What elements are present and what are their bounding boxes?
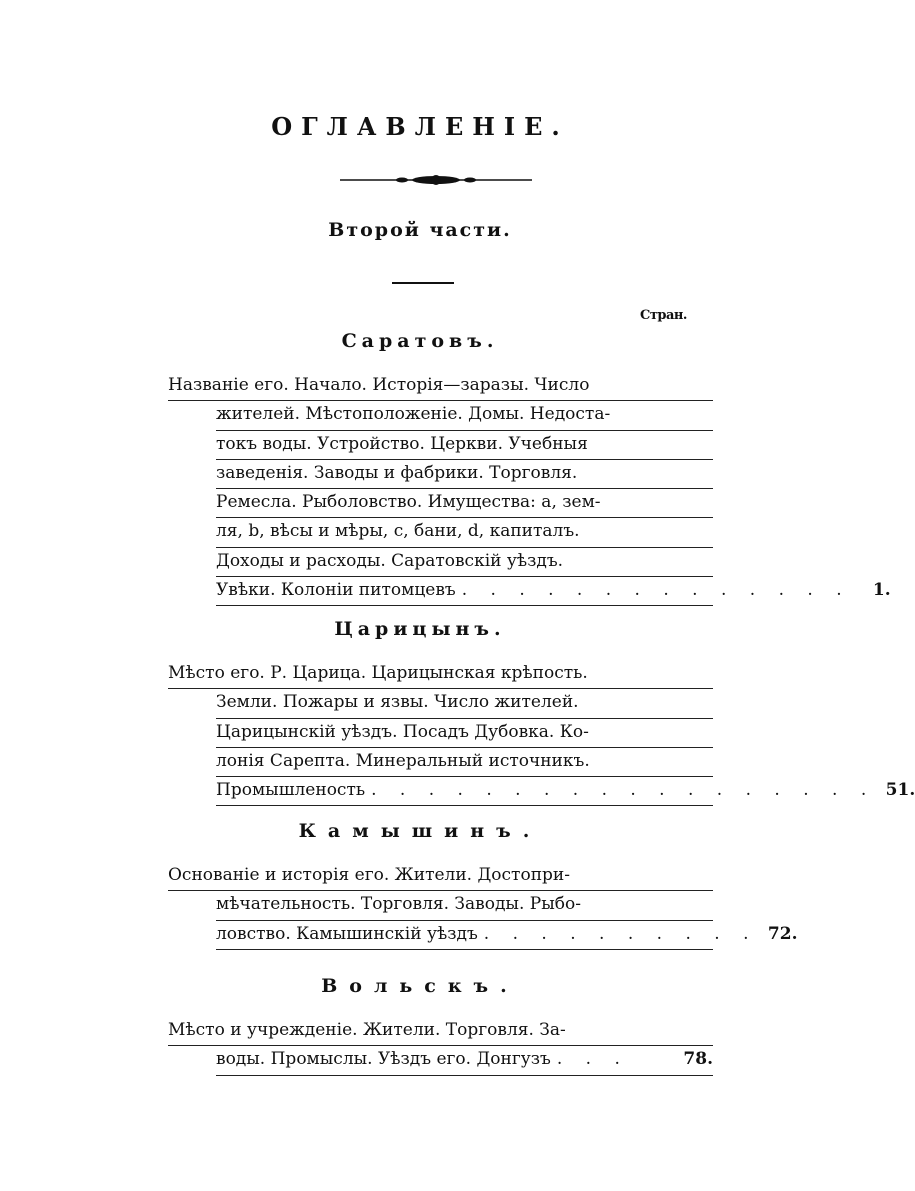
- page-column-label: Стран.: [640, 308, 687, 323]
- entry-line: Доходы и расходы. Саратовскій уѣздъ.: [216, 548, 713, 577]
- section-entry-tsaritsyn: [168, 660, 915, 806]
- entry-last-line: [216, 1046, 713, 1075]
- entry-line: Мѣсто его. Р. Царица. Царицынская крѣпость.: [168, 660, 713, 689]
- entry-line-text: воды. Промыслы. Уѣздъ его. Донгузъ: [216, 1049, 551, 1070]
- page-number: 78.: [683, 1049, 713, 1070]
- page-number: 1.: [872, 580, 891, 601]
- short-divider: [392, 282, 454, 284]
- entry-line-text: Промышленость: [216, 780, 366, 801]
- page-number: 72.: [767, 923, 798, 944]
- leader-dots: . . . . . . . . . . . . . . . . . .: [371, 780, 876, 801]
- entry-line: ля, b, вѣсы и мѣры, c, бани, d, капиталъ.: [216, 518, 713, 547]
- section-entry-volsk: [168, 1017, 713, 1076]
- section-heading-saratov: Саратовъ.: [341, 330, 499, 352]
- entry-line: Ремесла. Рыболовство. Имущества: a, зем-: [216, 489, 713, 518]
- entry-line: лонія Сарепта. Минеральный источникъ.: [216, 748, 713, 777]
- entry-line: мѣчательность. Торговля. Заводы. Рыбо-: [216, 891, 713, 920]
- ornament-divider-icon: [338, 172, 534, 188]
- leader-dots: . . .: [556, 1049, 629, 1070]
- section-entry-kamyshin: [168, 862, 798, 950]
- section-heading-kamyshin: Камышинъ.: [298, 820, 542, 842]
- section-entry-saratov: [168, 372, 891, 606]
- entry-last-line: [216, 921, 798, 950]
- entry-line: заведенія. Заводы и фабрики. Торговля.: [216, 460, 713, 489]
- entry-last-line: [216, 777, 915, 806]
- entry-line: Основаніе и исторія его. Жители. Достопри-: [168, 862, 713, 891]
- entry-line: Названіе его. Начало. Исторія—заразы. Число: [168, 372, 713, 401]
- page-title: ОГЛАВЛЕНІЕ.: [271, 112, 569, 141]
- entry-line: жителей. Мѣстоположеніе. Домы. Недоста-: [216, 401, 713, 430]
- entry-line: Царицынскій уѣздъ. Посадъ Дубовка. Ко-: [216, 719, 713, 748]
- entry-last-line: [216, 577, 891, 606]
- section-heading-volsk: Вольскъ.: [321, 975, 519, 997]
- page-number: 51.: [885, 780, 915, 801]
- page-subtitle: Второй части.: [328, 219, 512, 241]
- entry-line-text: Увѣки. Колоніи питомцевъ: [216, 580, 456, 601]
- entry-line: Мѣсто и учрежденіе. Жители. Торговля. За-: [168, 1017, 713, 1046]
- entry-line: Земли. Пожары и язвы. Число жителей.: [216, 689, 713, 718]
- section-heading-tsaritsyn: Царицынъ.: [334, 618, 506, 640]
- entry-line: токъ воды. Устройство. Церкви. Учебныя: [216, 431, 713, 460]
- entry-line-text: ловство. Камышинскій уѣздъ: [216, 923, 478, 944]
- leader-dots: . . . . . . . . . . . . . .: [461, 580, 851, 601]
- leader-dots: . . . . . . . . . .: [483, 923, 758, 944]
